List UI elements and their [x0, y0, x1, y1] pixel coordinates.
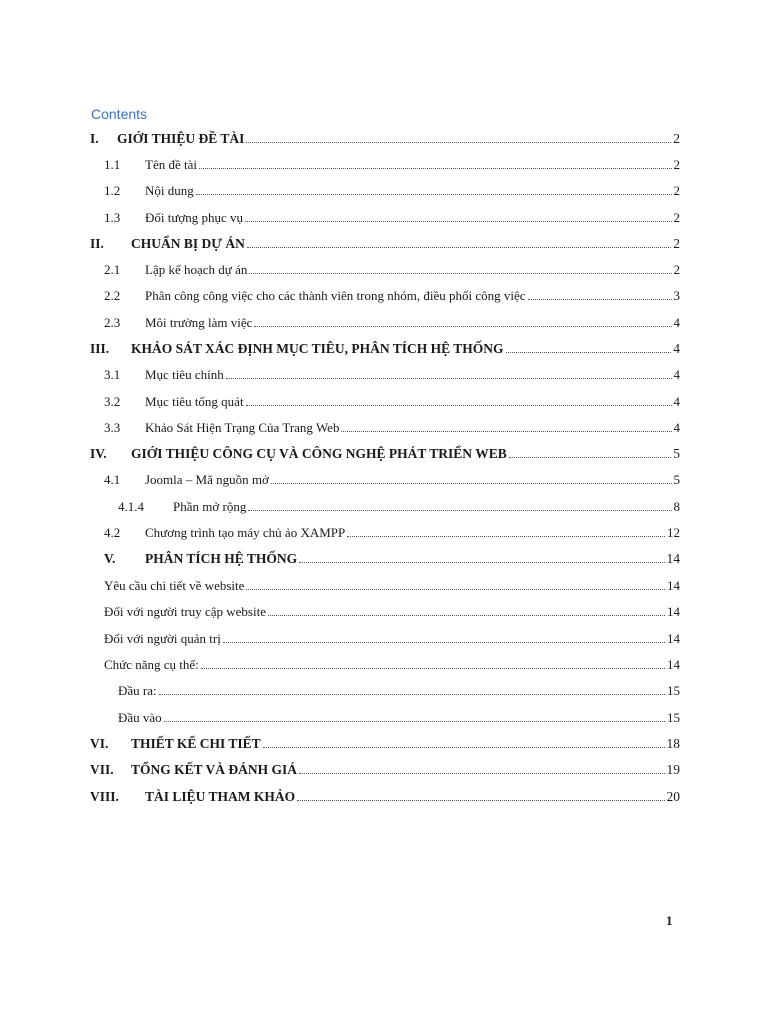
- toc-entry-title: Đầu vào: [118, 710, 162, 725]
- toc-entry-title: Môi trường làm việc: [145, 315, 253, 330]
- toc-entry-page: 4: [673, 341, 680, 356]
- toc-entry-number: 1.1: [104, 157, 121, 172]
- toc-entry[interactable]: [104, 575, 680, 595]
- toc-entry[interactable]: [104, 364, 680, 384]
- toc-entry-page: 15: [667, 683, 680, 698]
- toc-entry-title: Khảo Sát Hiện Trạng Của Trang Web: [145, 420, 340, 435]
- toc-entry-page: 2: [673, 183, 680, 198]
- dot-leader: [268, 601, 665, 616]
- toc-heading: Contents: [91, 106, 148, 122]
- toc-entry-page: 14: [666, 551, 680, 566]
- dot-leader: [246, 128, 671, 143]
- toc-entry-title: Nội dung: [145, 183, 194, 198]
- toc-entry-title: Tên đề tài: [145, 157, 197, 172]
- toc-entry-number: 4.1.4: [118, 499, 144, 514]
- toc-entry-number: V.: [104, 551, 116, 566]
- toc-entry[interactable]: [104, 285, 680, 305]
- toc-entry-title: TÀI LIỆU THAM KHẢO: [145, 789, 296, 804]
- toc-entry-number: IV.: [90, 446, 107, 461]
- toc-entry-title: Đầu ra:: [118, 683, 157, 698]
- toc-entry-title: Chức năng cụ thể:: [104, 657, 199, 672]
- dot-leader: [196, 180, 672, 195]
- toc-entry-number: VII.: [90, 762, 114, 777]
- toc-entry-page: 12: [667, 525, 680, 540]
- toc-entry[interactable]: [104, 548, 680, 568]
- toc-entry-title: KHẢO SÁT XÁC ĐỊNH MỤC TIÊU, PHÂN TÍCH HỆ THỐNG: [131, 341, 504, 356]
- dot-leader: [509, 443, 672, 458]
- toc-entry-title: THIẾT KẾ CHI TIẾT: [131, 736, 261, 751]
- toc-entry[interactable]: [90, 733, 680, 753]
- toc-entry-number: I.: [90, 131, 99, 146]
- dot-leader: [506, 338, 672, 353]
- toc-entry[interactable]: [104, 154, 680, 174]
- toc-entry-page: 8: [673, 499, 680, 514]
- toc-entry-page: 5: [673, 472, 680, 487]
- toc-entry-number: 2.3: [104, 315, 121, 330]
- dot-leader: [299, 759, 664, 774]
- toc-entry[interactable]: [118, 707, 680, 727]
- toc-entry-number: 2.1: [104, 262, 121, 277]
- toc-entry[interactable]: [104, 207, 680, 227]
- toc-entry-page: 14: [667, 657, 680, 672]
- toc-entry-number: 4.2: [104, 525, 121, 540]
- toc-entry-page: 2: [673, 210, 680, 225]
- toc-entry-title: Đối tượng phục vụ: [145, 210, 244, 225]
- dot-leader: [199, 154, 672, 169]
- toc-entry-title: PHÂN TÍCH HỆ THỐNG: [145, 551, 298, 566]
- toc-entry[interactable]: [104, 417, 680, 437]
- toc-entry[interactable]: [90, 128, 680, 148]
- dot-leader: [528, 285, 672, 300]
- toc-entry[interactable]: [118, 496, 680, 516]
- dot-leader: [248, 496, 671, 511]
- toc-entry-page: 19: [666, 762, 680, 777]
- toc-entry[interactable]: [90, 759, 680, 779]
- toc-entry-title: Phân công công việc cho các thành viên trong nhóm, điều phối công việc: [145, 288, 526, 303]
- toc-entry[interactable]: [118, 680, 680, 700]
- toc-entry-number: 4.1: [104, 472, 121, 487]
- toc-entry-number: 1.2: [104, 183, 121, 198]
- dot-leader: [254, 312, 671, 327]
- toc-entry-number: III.: [90, 341, 110, 356]
- dot-leader: [263, 733, 665, 748]
- toc-entry-title: Đối với người truy cập website: [104, 604, 266, 619]
- page-number: 1: [666, 913, 673, 928]
- dot-leader: [223, 628, 665, 643]
- toc-entry[interactable]: [90, 443, 680, 463]
- toc-entry-page: 14: [667, 604, 680, 619]
- dot-leader: [246, 391, 672, 406]
- toc-entry-title: Mục tiêu chính: [145, 367, 224, 382]
- toc-entry[interactable]: [104, 522, 680, 542]
- toc-entry[interactable]: [90, 786, 680, 806]
- toc-entry-title: Phần mở rộng: [173, 499, 247, 514]
- toc-entry-page: 14: [667, 631, 680, 646]
- dot-leader: [249, 259, 671, 274]
- toc-entry[interactable]: [104, 654, 680, 674]
- toc-entry-page: 3: [673, 288, 680, 303]
- toc-entry-number: 3.1: [104, 367, 121, 382]
- dot-leader: [164, 707, 665, 722]
- toc-entry[interactable]: [104, 601, 680, 621]
- toc-entry-number: 3.3: [104, 420, 121, 435]
- toc-entry-title: Mục tiêu tổng quát: [145, 394, 244, 409]
- toc-entry-title: Yêu cầu chi tiết về website: [104, 578, 245, 593]
- toc-entry-title: GIỚI THIỆU CÔNG CỤ VÀ CÔNG NGHỆ PHÁT TRIỂN WEB: [131, 446, 507, 461]
- dot-leader: [271, 469, 672, 484]
- toc-entry[interactable]: [104, 259, 680, 279]
- toc-entry-page: 20: [666, 789, 680, 804]
- toc-entry-page: 4: [673, 420, 680, 435]
- toc-entry-page: 5: [673, 446, 680, 461]
- dot-leader: [347, 522, 665, 537]
- dot-leader: [159, 680, 665, 695]
- toc-entry-number: 2.2: [104, 288, 121, 303]
- toc-entry-number: II.: [90, 236, 104, 251]
- dot-leader: [226, 364, 672, 379]
- toc-entry[interactable]: [104, 628, 680, 648]
- toc-entry-title: Đối với người quản trị: [104, 631, 221, 646]
- toc-entry-page: 4: [673, 367, 680, 382]
- toc-entry-title: CHUẨN BỊ DỰ ÁN: [131, 236, 245, 251]
- toc-entry[interactable]: [90, 338, 680, 358]
- toc-entry-page: 15: [667, 710, 680, 725]
- toc-entry-page: 2: [673, 157, 680, 172]
- toc-entry[interactable]: [104, 469, 680, 489]
- toc-entry-number: VI.: [90, 736, 109, 751]
- toc-entry[interactable]: [104, 180, 680, 200]
- toc-entry-page: 14: [667, 578, 680, 593]
- toc-entry-title: TỔNG KẾT VÀ ĐÁNH GIÁ: [131, 762, 298, 777]
- dot-leader: [246, 575, 665, 590]
- toc-entry-page: 2: [673, 262, 680, 277]
- toc-entry-number: 1.3: [104, 210, 121, 225]
- toc-entry-page: 4: [673, 394, 680, 409]
- dot-leader: [299, 548, 664, 563]
- toc-entry[interactable]: [104, 391, 680, 411]
- toc-entry[interactable]: [104, 312, 680, 332]
- dot-leader: [247, 233, 671, 248]
- dot-leader: [201, 654, 665, 669]
- dot-leader: [245, 207, 671, 222]
- dot-leader: [341, 417, 671, 432]
- toc-entry-title: Chương trình tạo máy chủ ảo XAMPP: [145, 525, 346, 540]
- dot-leader: [297, 786, 664, 801]
- toc-entry-page: 2: [673, 131, 680, 146]
- toc-entry-page: 18: [666, 736, 680, 751]
- toc-entry[interactable]: [90, 233, 680, 253]
- toc-entry-number: VIII.: [90, 789, 119, 804]
- toc-entry-title: Joomla – Mã nguồn mở: [145, 472, 269, 487]
- toc-entry-number: 3.2: [104, 394, 121, 409]
- toc-entry-title: GIỚI THIỆU ĐỀ TÀI: [117, 131, 245, 146]
- toc-entry-page: 4: [673, 315, 680, 330]
- toc-entry-page: 2: [673, 236, 680, 251]
- toc-entry-title: Lập kế hoạch dự án: [145, 262, 248, 277]
